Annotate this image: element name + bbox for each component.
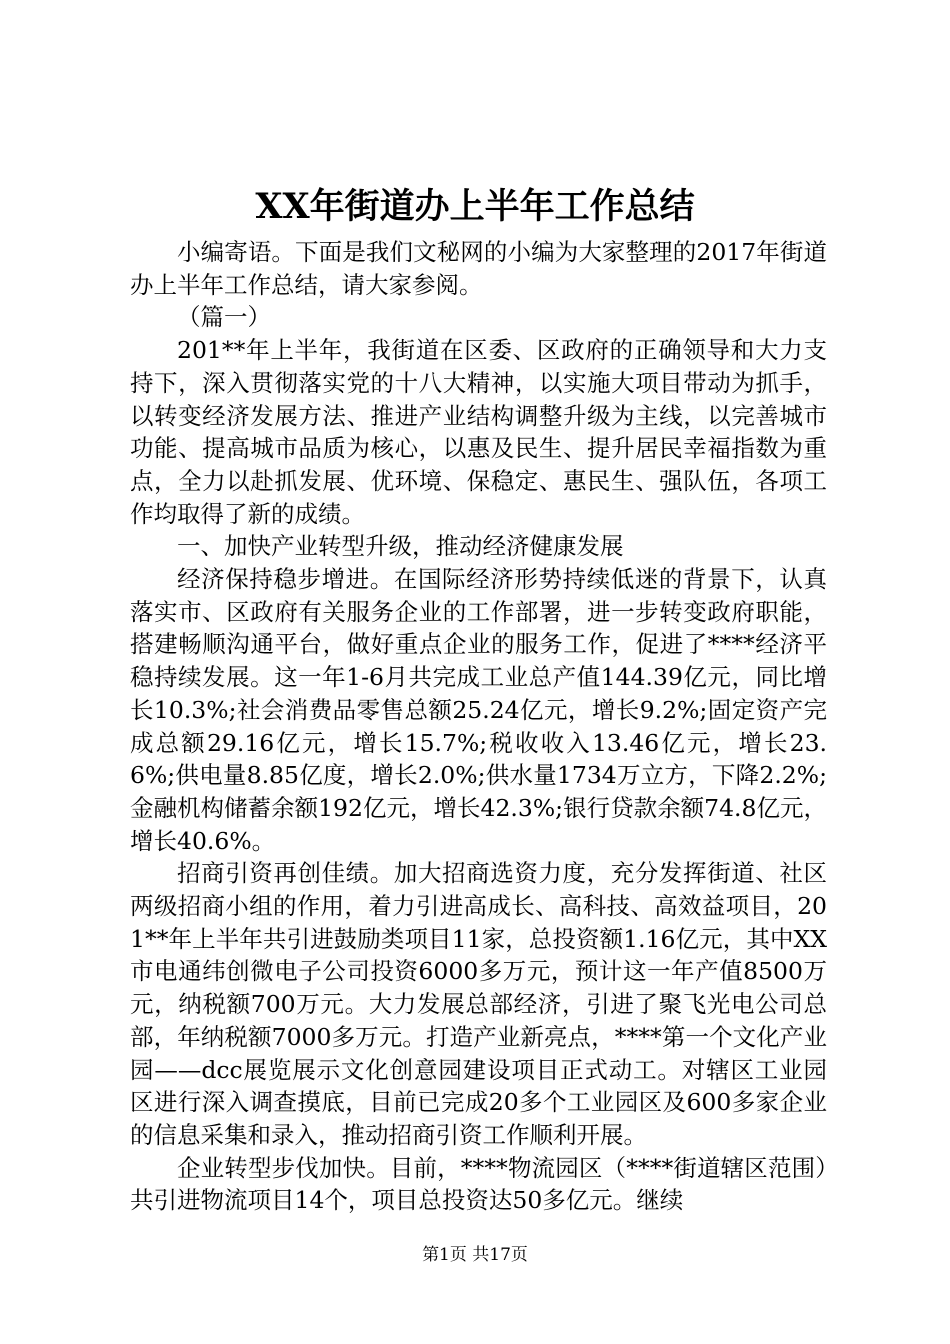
paragraph-intro: 小编寄语。下面是我们文秘网的小编为大家整理的2017年街道办上半年工作总结，请大家参阅。 (130, 238, 827, 299)
paragraph-heading-one: 一、加快产业转型升级，推动经济健康发展 (177, 532, 624, 561)
document-title: XX年街道办上半年工作总结 (255, 186, 695, 227)
paragraph-economy: 经济保持稳步增进。在国际经济形势持续低迷的背景下，认真落实市、区政府有关服务企业的工作部署，进一步转变政府职能，搭建畅顺沟通平台，做好重点企业的服务工作，促进了****经济平稳持续发展。这一年1-6月共完成工业总产值144.39亿元，同比增长10.3%;社会消费品零售总额25.24亿元，增长9.2%;固定资产完成总额29.16亿元，增长15.7%;税收收入13.46亿元，增长23.6%;供电量8.85亿度，增长2.0%;供水量1734万立方，下降2.2%;金融机构储蓄余额192亿元，增长42.3%;银行贷款余额74.8亿元，增长40.6%。 (130, 565, 827, 855)
paragraph-overview: 201**年上半年，我街道在区委、区政府的正确领导和大力支持下，深入贯彻落实党的十八大精神，以实施大项目带动为抓手，以转变经济发展方法、推进产业结构调整升级为主线，以完善城市功能、提高城市品质为核心，以惠及民生、提升居民幸福指数为重点，全力以赴抓发展、优环境、保稳定、惠民生、强队伍，各项工作均取得了新的成绩。 (130, 336, 827, 528)
paragraph-transformation: 企业转型步伐加快。目前，****物流园区（****街道辖区范围）共引进物流项目14个，项目总投资达50多亿元。继续 (130, 1153, 827, 1215)
paragraph-investment: 招商引资再创佳绩。加大招商选资力度，充分发挥街道、社区两级招商小组的作用，着力引进高成长、高科技、高效益项目，201**年上半年共引进鼓励类项目11家，总投资额1.16亿元，其中XX市电通纬创微电子公司投资6000多万元，预计这一年产值8500万元，纳税额700万元。大力发展总部经济，引进了聚飞光电公司总部，年纳税额7000多万元。打造产业新亮点，****第一个文化产业园——dcc展览展示文化创意园建设项目正式动工。对辖区工业园区进行深入调查摸底，目前已完成20多个工业园区及600多家企业的信息采集和录入，推动招商引资工作顺利开展。 (130, 859, 827, 1149)
document-body (130, 236, 827, 1217)
paragraph-section-label: （篇一） (177, 303, 271, 332)
page-footer: 第1页 共17页 (422, 1245, 528, 1265)
